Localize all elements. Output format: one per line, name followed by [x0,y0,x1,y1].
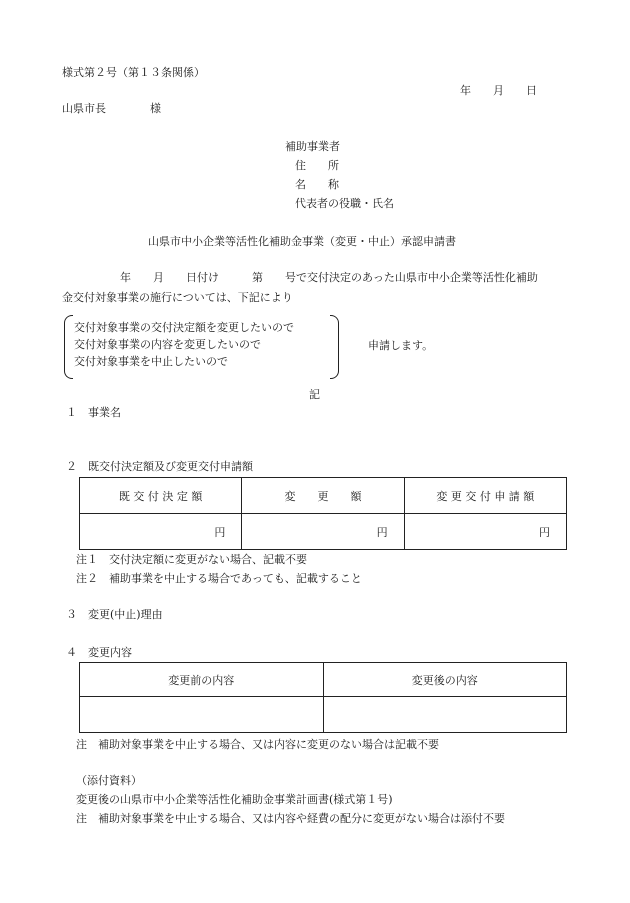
attachment-note: 注 補助対象事業を中止する場合、又は内容や経費の配分に変更がない場合は添付不要 [76,812,505,825]
header-requested-amount: 変 更 交 付 申 請 額 [404,478,566,514]
form-number: 様式第２号（第１３条関係） [62,66,205,79]
note-2: 注２ 補助事業を中止する場合であっても、記載すること [76,572,362,585]
option-change-content: 交付対象事業の内容を変更したいので [74,338,261,351]
applicant-address-label: 住 所 [295,159,339,172]
attachment-label: （添付資料） [76,774,142,787]
left-bracket [64,315,73,379]
document-title: 山県市中小企業等活性化補助金事業（変更・中止）承認申請書 [148,235,456,248]
body-line-2: 金交付対象事業の施行については、下記により [62,291,293,304]
note-1: 注１ 交付決定額に変更がない場合、記載不要 [76,553,307,566]
right-bracket [330,315,339,379]
attachment-item: 変更後の山県市中小企業等活性化補助金事業計画書(様式第１号) [76,793,393,806]
ki-marker: 記 [309,388,320,401]
section-3-heading: ３ 変更(中止)理由 [66,608,163,621]
header-change-amount: 変 更 額 [242,478,404,514]
cell-before-content[interactable] [80,697,324,733]
header-after-content: 変更後の内容 [323,663,567,697]
section-4-heading: ４ 変更内容 [66,646,132,659]
amount-table [79,477,567,550]
applicant-title: 補助事業者 [285,140,340,153]
option-change-amount: 交付対象事業の交付決定額を変更したいので [74,321,294,334]
body-line-1: 年 月 日付け 第 号で交付決定のあった山県市中小企業等活性化補助 [120,271,538,284]
header-before-content: 変更前の内容 [80,663,324,697]
apply-text: 申請します。 [368,339,434,352]
header-existing-amount: 既 交 付 決 定 額 [80,478,242,514]
applicant-name-label: 名 称 [295,178,339,191]
date-line: 年 月 日 [460,84,537,97]
section-4-note: 注 補助対象事業を中止する場合、又は内容に変更のない場合は記載不要 [76,738,439,751]
cell-change-amount-unit[interactable]: 円 [242,514,404,550]
applicant-representative-label: 代表者の役職・氏名 [295,197,394,210]
cell-after-content[interactable] [323,697,567,733]
addressee: 山県市長 様 [62,102,161,115]
option-cancel: 交付対象事業を中止したいので [74,355,228,368]
content-table [79,662,567,733]
section-2-heading: ２ 既交付決定額及び変更交付申請額 [66,460,253,473]
cell-requested-amount-unit[interactable]: 円 [404,514,566,550]
section-1-heading: １ 事業名 [66,406,121,419]
cell-existing-amount-unit[interactable]: 円 [80,514,242,550]
